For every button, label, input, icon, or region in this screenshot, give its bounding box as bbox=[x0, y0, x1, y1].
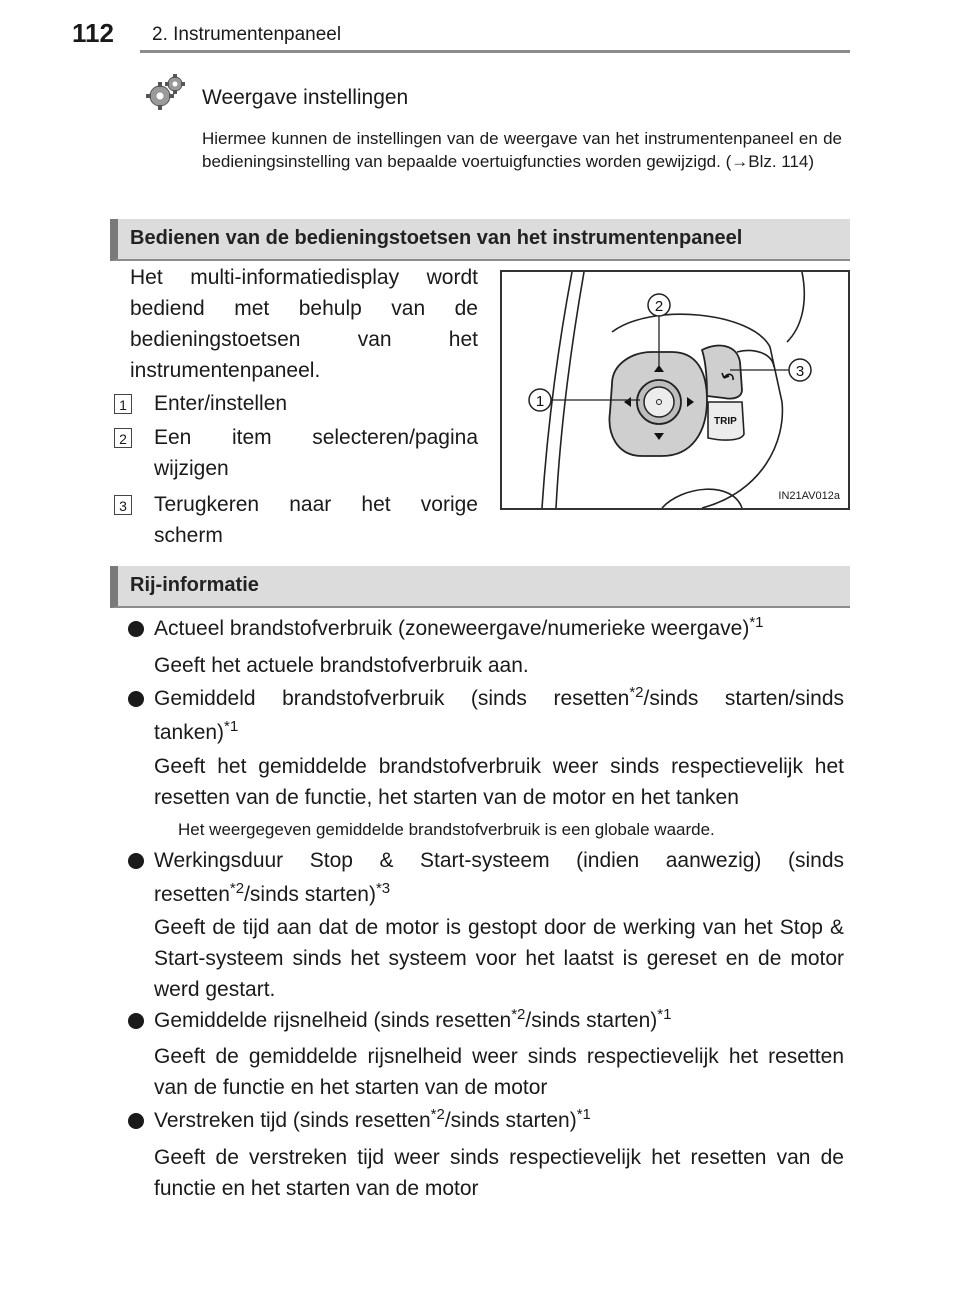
item-description: Geeft de verstreken tijd weer sinds respectievelijk het resetten van de functie en het starten van de motor bbox=[154, 1146, 844, 1200]
section-header-controls bbox=[110, 219, 850, 261]
steering-switch-figure bbox=[500, 270, 850, 510]
item-number: 2 bbox=[114, 428, 132, 448]
list-item: Werkingsduur Stop & Start-systeem (indien aanwezig) (sinds resetten$^{*2}$/sinds starten)$^{*3}$ bbox=[128, 844, 844, 912]
list-item: Verstreken tijd (sinds resetten$^{*2}$/sinds starten)$^{*1}$ bbox=[128, 1104, 844, 1138]
controls-intro: Het multi-informatiedisplay wordt bediend met behulp van de bedieningstoetsen van het instrumentenpaneel. bbox=[130, 266, 478, 382]
item-description: Geeft de tijd aan dat de motor is gestopt door de werking van het Stop & Start-systeem sinds het systeem voor het laatst is gereset en de motor werd gestart. bbox=[154, 916, 844, 1001]
display-settings-title: Weergave instellingen bbox=[202, 86, 409, 109]
header-rule bbox=[140, 50, 850, 53]
list-item: Gemiddelde rijsnelheid (sinds resetten$^{*2}$/sinds starten)$^{*1}$ bbox=[128, 1004, 844, 1038]
item-number: 1 bbox=[114, 394, 132, 414]
list-item: Gemiddeld brandstofverbruik (sinds resetten$^{*2}$/sinds starten/sinds tanken)$^{*1}$ bbox=[128, 682, 844, 750]
item-text: Enter/instellen bbox=[154, 392, 288, 415]
bullet-icon bbox=[128, 1113, 144, 1129]
item-description: Geeft de gemiddelde rijsnelheid weer sinds respectievelijk het resetten van de functie en het starten van de motor bbox=[154, 1045, 844, 1099]
item-text: Een item selecteren/pagina wijzigen bbox=[154, 426, 478, 480]
page-number: 112 bbox=[72, 18, 114, 48]
bullet-icon bbox=[128, 691, 144, 707]
steering-switch-illustration bbox=[502, 272, 848, 508]
figure-code: IN21AV012a bbox=[778, 490, 840, 502]
section-header-driving-info bbox=[110, 566, 850, 608]
section-title: Rij-informatie bbox=[130, 574, 259, 596]
callout-3: 3 bbox=[795, 363, 805, 380]
bullet-icon bbox=[128, 853, 144, 869]
item-number: 3 bbox=[114, 495, 132, 515]
header-title: 2. Instrumentenpaneel bbox=[152, 24, 342, 45]
item-description: Geeft het gemiddelde brandstofverbruik weer sinds respectievelijk het resetten van de functie, het starten van de motor en het tanken bbox=[154, 755, 844, 809]
bullet-icon bbox=[128, 1013, 144, 1029]
trip-label: TRIP bbox=[714, 416, 737, 427]
item-description: Geeft het actuele brandstofverbruik aan. bbox=[154, 654, 529, 677]
note-text: Het weergegeven gemiddelde brandstofverbruik is een globale waarde. bbox=[178, 820, 715, 839]
callout-2: 2 bbox=[654, 298, 664, 315]
item-text: Terugkeren naar het vorige scherm bbox=[154, 493, 478, 547]
gear-icon bbox=[144, 72, 188, 112]
display-settings-text: Hiermee kunnen de instellingen van de weergave van het instrumentenpaneel en de bedieningsinstelling van bepaalde voertuigfuncties worden gewijzigd. (→Blz. 114) bbox=[202, 129, 842, 171]
list-item: Actueel brandstofverbruik (zoneweergave/numerieke weergave)$^{*1}$ bbox=[128, 612, 844, 646]
bullet-icon bbox=[128, 621, 144, 637]
section-title: Bedienen van de bedieningstoetsen van het instrumentenpaneel bbox=[130, 227, 743, 249]
callout-1: 1 bbox=[535, 393, 545, 410]
